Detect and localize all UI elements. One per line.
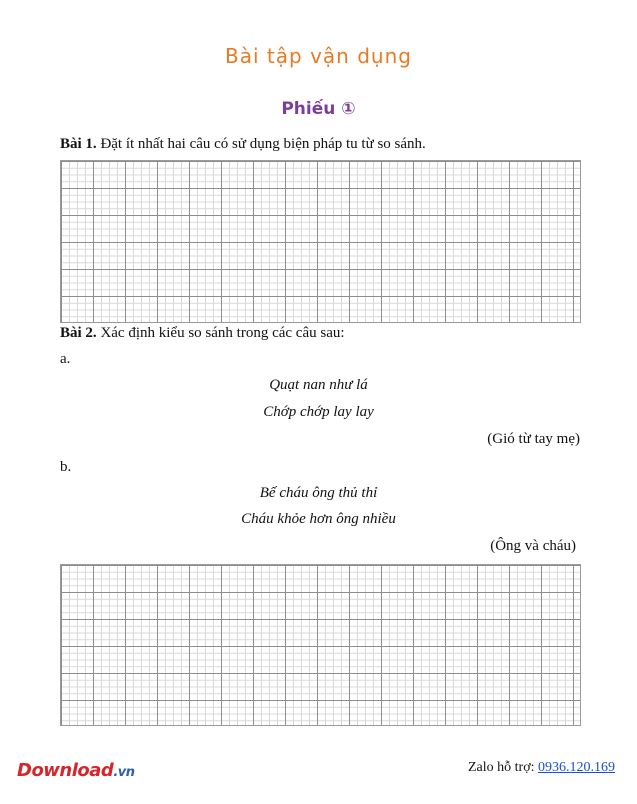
answer-grid-2[interactable] — [60, 564, 581, 726]
exercise-1-text: Đặt ít nhất hai câu có sử dụng biện pháp tu từ so sánh. — [96, 136, 426, 152]
zalo-support — [468, 760, 615, 776]
download-logo[interactable] — [17, 760, 135, 781]
exercise-1-label: Bài 1. — [60, 136, 97, 152]
part-b-line-2: Cháu khỏe hơn ông nhiều — [241, 511, 396, 527]
part-b-label: b. — [60, 459, 72, 475]
exercise-2-label: Bài 2. — [60, 325, 97, 341]
part-a-source: (Gió từ tay mẹ) — [487, 431, 580, 447]
part-a-line-1: Quạt nan như lá — [269, 377, 368, 393]
exercise-1-prompt — [60, 136, 426, 153]
part-a-line-2: Chớp chớp lay lay — [263, 404, 374, 420]
logo-main-text: Download — [17, 760, 114, 781]
exercise-2-prompt — [60, 325, 345, 342]
worksheet-subtitle: Phiếu ① — [281, 99, 356, 119]
support-phone-link[interactable]: 0936.120.169 — [538, 760, 615, 775]
page-title: Bài tập vận dụng — [225, 44, 412, 68]
part-a-label: a. — [60, 351, 71, 367]
answer-grid-1[interactable] — [60, 160, 581, 323]
logo-suffix-text: .vn — [113, 765, 135, 780]
part-b-source: (Ông và cháu) — [490, 538, 576, 554]
support-label: Zalo hỗ trợ: — [468, 760, 538, 775]
part-b-line-1: Bế cháu ông thủ thỉ — [259, 485, 378, 501]
exercise-2-text: Xác định kiểu so sánh trong các câu sau: — [96, 325, 345, 341]
